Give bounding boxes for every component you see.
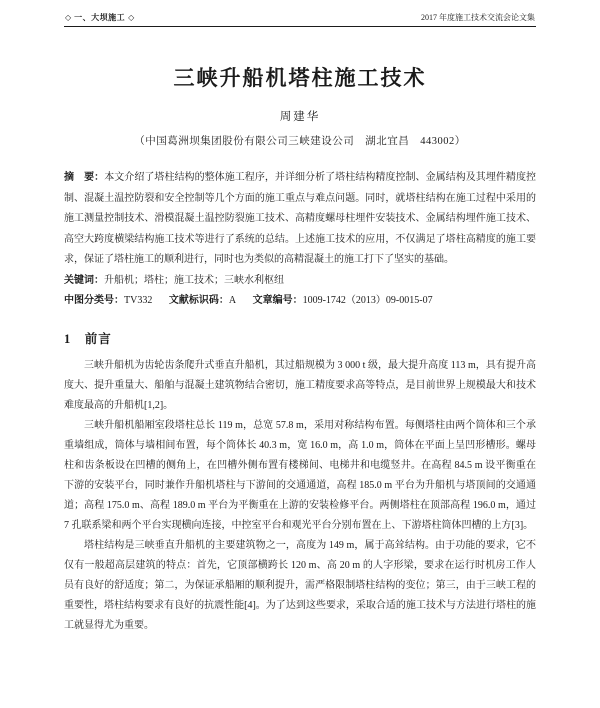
doc-code-pair: [169, 295, 236, 306]
paper-title: 三峡升船机塔柱施工技术: [173, 66, 427, 90]
author-affiliation: （中国葛洲坝集团股份有限公司三峡建设公司 湖北宜昌 443002）: [134, 136, 466, 147]
body-paragraph-1: 三峡升船机为齿轮齿条爬升式垂直升船机，其过船规模为 3 000 t 级，最大提升高度 113 m，具有提升高度大、提升重量大、船舶与混凝土建筑物结合密切，施工精度要求高等特点，是目前世界上规模最大和技术难度最高的升船机[1,2]。: [64, 359, 536, 411]
abstract-paragraph: [64, 168, 536, 271]
diamond-icon: ◇: [65, 13, 72, 22]
header-divider: [64, 26, 536, 27]
body-paragraph-2: 三峡升船机船厢室段塔柱总长 119 m，总宽 57.8 m，采用对称结构布置。每侧塔柱由两个筒体和三个承重墙组成，筒体与墙相间布置，每个筒体长 40.3 m，宽 16.0 m，高 1.0 m，筒体在平面上呈凹形槽形。螺母柱和齿条板设在凹槽的侧角上，在凹槽外侧布置有楼梯间、电梯井和电缆竖井。在高程 84.5 m 设平衡重在下游的安装平台，同时兼作升船机塔柱与下游间的交通通道，高程 185.0 m 平台为升船机与塔顶间的交通通道；高程 175.0 m、高程 189.0 m 平台为平衡重在上游的安装检修平台。两侧塔柱在顶部高程 196.0 m，通过 7 孔联系梁和两个平台实现横向连接，中控室平台和观光平台分别布置在上、下游塔柱筒体凹槽的上方[3]。: [64, 419, 536, 531]
classification-line: [64, 291, 536, 312]
author-name: 周建华: [279, 111, 321, 123]
article-id-label: 文章编号：: [252, 295, 303, 306]
doc-code-label: 文献标识码：: [168, 295, 229, 306]
article-id-value: 1009-1742（2013）09-0015-07: [302, 295, 433, 306]
abstract-label: 摘 要：: [64, 172, 105, 183]
page-header: [64, 12, 536, 26]
section-heading: 1 前言: [64, 331, 112, 346]
clc-value: TV332: [124, 295, 153, 306]
diamond-icon: ◇: [128, 13, 135, 22]
doc-code-value: A: [228, 295, 237, 306]
keywords-label: 关键词：: [64, 274, 104, 286]
article-id-pair: [253, 295, 433, 306]
clc-pair: [64, 295, 152, 306]
keywords-line: [64, 271, 536, 292]
header-section: [65, 12, 134, 23]
body-paragraph-3: 塔柱结构是三峡垂直升船机的主要建筑物之一，高度为 149 m，属于高耸结构。由于功能的要求，它不仅有一般超高层建筑的特点：首先，它顶部横跨长 120 m、高 20 m 的人字形梁，要求在运行时机房工作人员有良好的舒适度；第二，为保证承船厢的顺利提升，需严格限制塔柱结构的变位；第三，由于三峡工程的重要性，塔柱结构要求有良好的抗震性能[4]。为了达到这些要求，采取合适的施工技术与方法进行塔柱的施工就显得尤为重要。: [64, 539, 536, 631]
keywords-text: 升船机；塔柱；施工技术；三峡水利枢纽: [104, 274, 284, 286]
abstract-text: 本文介绍了塔柱结构的整体施工程序，并详细分析了塔柱结构精度控制、金属结构及其埋件精度控制、混凝土温控防裂和安全控制等几个方面的施工重点与难点问题。同时，就塔柱结构在施工过程中采用的施工测量控制技术、滑模混凝土温控防裂施工技术、高精度螺母柱埋件安装技术、金属结构埋件施工技术、高空大跨度横梁结构施工技术等进行了系统的总结。上述施工技术的应用，不仅满足了塔柱高精度的施工要求，保证了塔柱施工的顺利进行，同时也为类似的高精混凝土的施工打下了坚实的基础。: [64, 172, 537, 265]
clc-label: 中图分类号：: [64, 295, 124, 306]
header-proceedings-title: 2017 年度施工技术交流会论文集: [421, 13, 535, 22]
header-section-label: 一、大坝施工: [74, 13, 126, 22]
